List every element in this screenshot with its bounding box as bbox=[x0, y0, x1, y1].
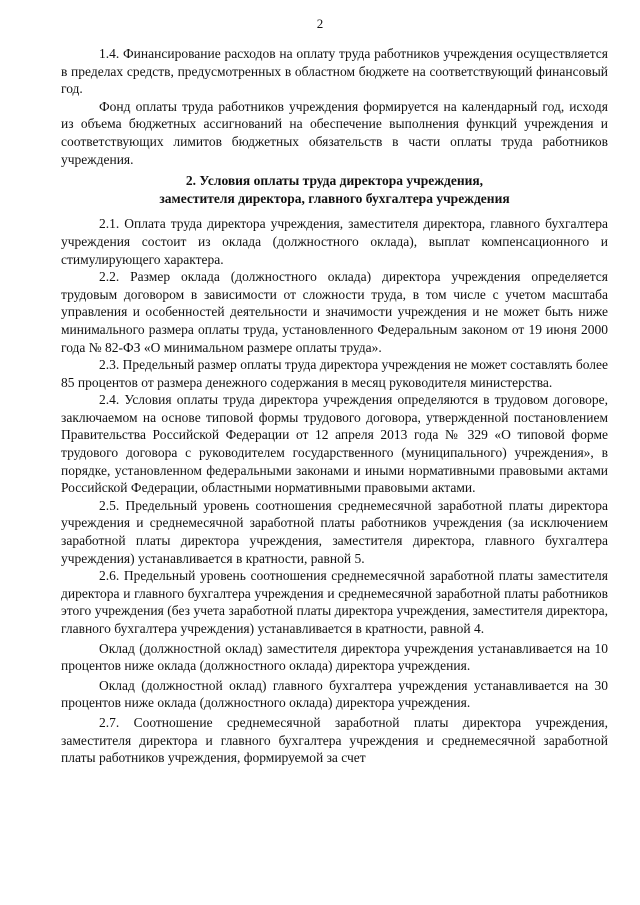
paragraph-2-2: 2.2. Размер оклада (должностного оклада) директора учреждения определяется трудовым договором в зависимости от сложности труда, в том числе с учетом масштаба управления и особенностей деятельности и значимости учреждения и не может быть ниже минимального размера оплаты труда, установленного Федеральным законом от 19 июня 2000 года № 82-ФЗ «О минимальном размере оплаты труда». bbox=[61, 269, 608, 355]
paragraph-2-4: 2.4. Условия оплаты труда директора учреждения определяются в трудовом договоре, заключаемом на основе типовой формы трудового договора, утвержденной постановлением Правительства Российской Федерации от 12 апреля 2013 года № 329 «О типовой форме трудового договора с руководителем государственного (муниципального) учреждения», в порядке, установленном федеральными законами и иными нормативными правовыми актами Российской Федерации, областными нормативными правовыми актами. bbox=[61, 392, 608, 496]
section-title bbox=[61, 172, 608, 207]
paragraph-1-4: 1.4. Финансирование расходов на оплату труда работников учреждения осуществляется в пределах средств, предусмотренных в областном бюджете на соответствующий финансовый год. bbox=[61, 46, 608, 97]
paragraph-2-6: 2.6. Предельный уровень соотношения среднемесячной заработной платы заместителя директора и главного бухгалтера учреждения и среднемесячной заработной платы работников этого учреждения (без учета заработной платы директора учреждения, заместителя директора, главного бухгалтера учреждения) устанавливается в кратности, равной 4. bbox=[61, 568, 608, 636]
paragraph-2-5: 2.5. Предельный уровень соотношения среднемесячной заработной платы директора учреждения и среднемесячной заработной платы работников учреждения (за исключением заработной платы директора учреждения, заместителя директора, главного бухгалтера учреждения) устанавливается в кратности, равной 5. bbox=[61, 497, 608, 566]
document-body bbox=[61, 45, 608, 767]
page-number: 2 bbox=[316, 16, 324, 31]
paragraph-deputy-salary: Оклад (должностной оклад) заместителя директора учреждения устанавливается на 10 процентов ниже оклада (должностного оклада) директора учреждения. bbox=[61, 640, 608, 674]
paragraph-2-3: 2.3. Предельный размер оплаты труда директора учреждения не может составлять более 85 процентов от размера денежного содержания в месяц руководителя министерства. bbox=[61, 357, 608, 390]
section-title-line-1: 2. Условия оплаты труда директора учреждения, bbox=[185, 173, 484, 189]
paragraph-payroll-fund: Фонд оплаты труда работников учреждения формируется на календарный год, исходя из объема бюджетных ассигнований на обеспечение выполнения функций учреждения и соответствующих лимитов бюджетных обязательств в части оплаты труда работников учреждения. bbox=[61, 98, 608, 167]
paragraph-2-1: 2.1. Оплата труда директора учреждения, заместителя директора, главного бухгалтера учреждения состоит из оклада (должностного оклада), выплат компенсационного и стимулирующего характера. bbox=[61, 216, 608, 267]
paragraph-accountant-salary: Оклад (должностной оклад) главного бухгалтера учреждения устанавливается на 30 процентов ниже оклада (должностного оклада) директора учреждения. bbox=[61, 677, 608, 711]
paragraph-2-7: 2.7. Соотношение среднемесячной заработной платы директора учреждения, заместителя директора и главного бухгалтера учреждения и среднемесячной заработной платы работников учреждения, формируемой за счет bbox=[61, 714, 608, 766]
section-title-line-2: заместителя директора, главного бухгалтера учреждения bbox=[159, 190, 510, 206]
